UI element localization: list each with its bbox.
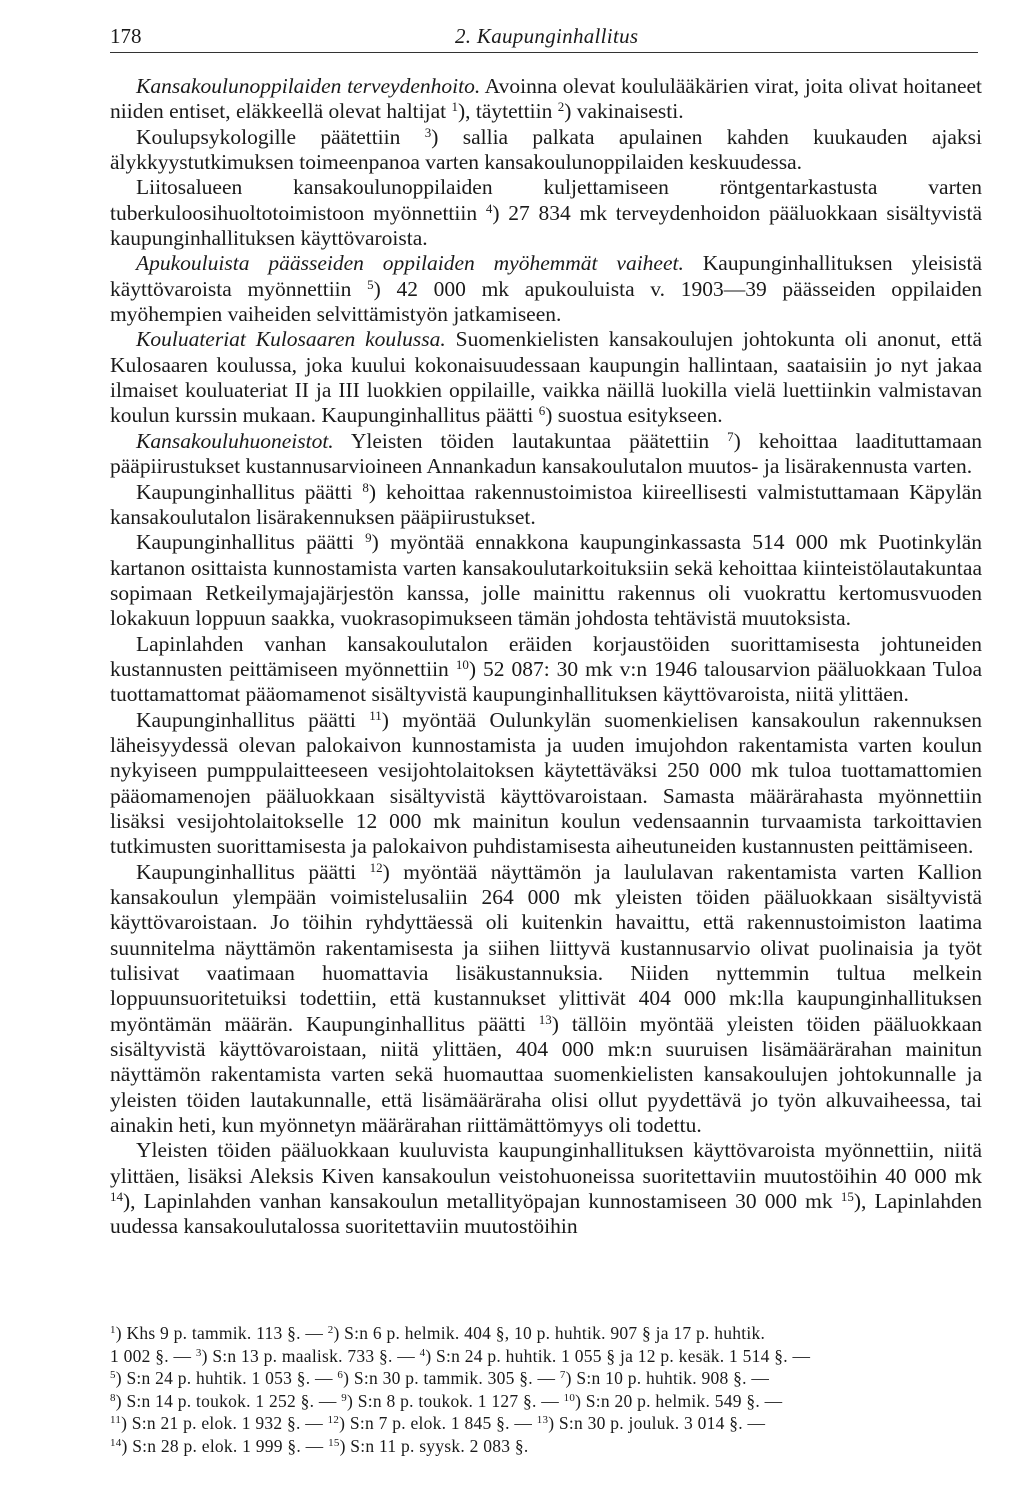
footnote-marker: 3 [424, 124, 432, 140]
text-run: ) S:n 7 p. elok. 1 845 §. — [339, 1413, 537, 1434]
text-run: ) S:n 10 p. huhtik. 908 §. — [565, 1368, 770, 1389]
text-run: ) suostua esitykseen. [545, 403, 723, 428]
text-run: ) vakinaisesti. [564, 99, 684, 124]
footnote-marker: 10 [455, 656, 469, 672]
paragraph [110, 860, 982, 1139]
footnote-marker: 6 [337, 1369, 344, 1382]
footnote-marker: 7 [559, 1369, 566, 1382]
footnote-marker: 13 [538, 1011, 552, 1027]
footnote-marker: 7 [727, 428, 734, 444]
footnote-line [110, 1412, 982, 1435]
text-run: ) S:n 8 p. toukok. 1 127 §. — [347, 1390, 564, 1411]
text-run: ) S:n 24 p. huhtik. 1 055 § ja 12 p. kesäk. 1 514 §. — [425, 1345, 811, 1366]
footnote-marker: 15 [328, 1436, 340, 1449]
footnote-marker: 8 [362, 479, 369, 495]
footnote-marker: 13 [536, 1414, 549, 1427]
text-run: ) S:n 6 p. helmik. 404 §, 10 p. huhtik. 907 § ja 17 p. huhtik. [333, 1323, 766, 1343]
header-rule [110, 52, 978, 53]
section-heading: Kouluateriat Kulosaaren koulussa. [136, 327, 446, 352]
text-run: Avoinna olevat koululääkärien virat, joita olivat hoitaneet niiden entiset, eläkkeellä olevat haltijat [110, 74, 983, 124]
text-run: ) S:n 14 p. toukok. 1 252 §. — [115, 1390, 342, 1411]
footnote-marker: 14 [110, 1189, 123, 1205]
footnote-line [110, 1345, 982, 1368]
footnote-marker: 5 [110, 1369, 116, 1382]
text-run: ) myöntää näyttämön ja laululavan rakentamista varten Kallion kansakoulun ylempään voimistelusaliin 264 000 mk yleisten töiden pääluokkaan sisältyvistä käyttövaroistaan. Jo töihin ryhdyttäessä oli kuitenkin havaittu, että rakennustoimiston laatima suunnitelma näyttämön rakentamisesta ja siihen liittyvä kustannusarvio olivat puolinaisia ja työt tulisivat vaatimaan huomattavia lisäkustannuksia. Niiden nyttemmin tultua melkein loppuunsuoritetuiksi todettiin, että kustannukset ylittivät 404 000 mk:lla kaupunginhallituksen myöntämän määrän. Kaupunginhallitus päätti [110, 859, 983, 1036]
paragraph [110, 125, 982, 176]
text-run: ), Lapinlahden uudessa kansakoulutalossa suoritettaviin muutostöihin [110, 1189, 982, 1239]
text-run: ) S:n 30 p. jouluk. 3 014 §. — [548, 1413, 766, 1434]
text-run: ) 27 834 mk terveydenhoidon pääluokkaan sisältyvistä kaupunginhallituksen käyttövaroista. [110, 200, 982, 251]
running-title: 2. Kaupunginhallitus [455, 24, 639, 48]
footnote-marker: 8 [110, 1391, 116, 1404]
text-run: Lapinlahden vanhan kansakoulutalon eräiden korjaustöiden suorittamisesta johtuneiden kustannusten peittämiseen myönnettiin [110, 631, 982, 681]
text-run: Kaupunginhallitus päätti [136, 707, 370, 732]
paragraph [110, 74, 982, 125]
footnote-marker: 11 [110, 1414, 122, 1427]
footnote-marker: 1 [110, 1324, 116, 1336]
text-run: Kaupunginhallituksen yleisistä käyttövaroista myönnettiin [110, 251, 982, 301]
footnote-marker: 12 [327, 1414, 340, 1427]
paragraph [110, 530, 982, 631]
text-run: 1 002 §. — [110, 1345, 196, 1366]
footnote-marker: 1 [451, 99, 458, 115]
footnote-line [110, 1322, 982, 1345]
page-number: 178 [110, 24, 142, 48]
text-run: Kaupunginhallitus päätti [136, 479, 363, 504]
paragraph [110, 251, 982, 327]
paragraph [110, 429, 982, 480]
text-run: Kaupunginhallitus päätti [136, 859, 370, 884]
text-run: Koulupsykologille päätettiin [136, 124, 425, 149]
footnote-marker: 9 [341, 1391, 348, 1404]
footnote-line [110, 1435, 982, 1458]
text-run: ) tällöin myöntää yleisten töiden pääluokkaan sisältyvistä käyttövaroistaan, niitä ylittäen, 404 000 mk:n suuruisen lisämäärärahan mainitun näyttämön rakentamista varten sekä huomauttaa suomenkielisten kansakoulujen johtokunnalle ja yleisten töiden lautakunnalle, että lisämääräraha olisi ollut pyydettävä jo työn alkuvaiheessa, tai ainakin heti, kun myönnetyn määrärahan riittämättömyys oli todettu. [110, 1011, 982, 1138]
text-run: Liitosalueen kansakoulunoppilaiden kuljettamiseen röntgentarkastusta varten tuberkuloosihuoltotoimistoon myönnettiin [110, 175, 982, 225]
text-run: ) S:n 13 p. maalisk. 733 §. — [201, 1345, 420, 1366]
text-run: ), Lapinlahden vanhan kansakoulun metallityöpajan kunnostamiseen 30 000 mk [123, 1189, 841, 1214]
text-run: Suomenkielisten kansakoulujen johtokunta oli anonut, että Kulosaaren koulussa, joka kuului kokonaisuudessaan kaupungin hallintaan, saataisiin jo nyt jakaa ilmaiset kouluateriat II ja III luokkien oppilaille, vaikka näillä luokilla vielä luettiinkin valmistavan koulun kurssin mukaan. Kaupunginhallitus päätti [110, 327, 982, 428]
footnote-marker: 5 [367, 276, 374, 292]
footnote-line [110, 1367, 982, 1390]
text-run: ), täytettiin [457, 99, 558, 124]
paragraph [110, 327, 982, 428]
text-run: Yleisten töiden pääluokkaan kuuluvista kaupunginhallituksen käyttövaroista myönnettiin, niitä ylittäen, lisäksi Aleksis Kiven kansakoulun veistohuoneissa suoritettaviin muutostöihin 40 000 mk [110, 1138, 982, 1188]
footnotes [110, 1322, 982, 1458]
footnote-line [110, 1390, 982, 1413]
page-header [110, 18, 980, 54]
footnote-marker: 9 [365, 530, 372, 546]
text-run: ) kehoittaa rakennustoimistoa kiireellisesti valmistuttamaan Käpylän kansakoulutalon lisärakennuksen pääpiirustukset. [110, 479, 983, 529]
text-run: ) S:n 30 p. tammik. 305 §. — [343, 1368, 560, 1389]
footnote-marker: 3 [195, 1346, 202, 1359]
text-run: ) S:n 28 p. elok. 1 999 §. — [121, 1435, 329, 1456]
text-run: ) sallia palkata apulainen kahden kuukauden ajaksi älykkyystutkimuksen toimeenpanoa varten kansakoulunoppilaiden keskuudessa. [110, 124, 982, 175]
text-run: ) S:n 24 p. huhtik. 1 053 §. — [115, 1368, 338, 1389]
footnote-marker: 10 [563, 1391, 576, 1404]
footnote-marker: 11 [369, 707, 382, 723]
text-run: ) Khs 9 p. tammik. 113 §. — [115, 1323, 328, 1343]
paragraph [110, 708, 982, 860]
footnote-marker: 2 [327, 1324, 334, 1336]
body-text [110, 74, 982, 1240]
section-heading: Kansakoulunoppilaiden terveydenhoito. [136, 74, 481, 98]
text-run: Yleisten töiden lautakuntaa päätettiin [333, 428, 728, 453]
text-run: ) S:n 21 p. elok. 1 932 §. — [121, 1413, 328, 1434]
section-heading: Kansakouluhuoneistot. [136, 428, 334, 453]
text-run: ) S:n 11 p. syysk. 2 083 §. [339, 1435, 529, 1456]
footnote-marker: 6 [538, 403, 546, 419]
paragraph [110, 175, 982, 251]
text-run: ) S:n 20 p. helmik. 549 §. — [575, 1390, 783, 1411]
footnote-marker: 4 [419, 1346, 426, 1359]
paragraph [110, 480, 982, 531]
paragraph [110, 1138, 982, 1239]
footnote-marker: 14 [110, 1436, 122, 1449]
paragraph [110, 632, 982, 708]
text-run: ) 52 087: 30 mk v:n 1946 talousarvion pääluokkaan Tuloa tuottamattomat pääomamenot sisältyvistä kaupunginhallituksen käyttövaroista, niitä ylittäen. [110, 656, 982, 707]
footnote-marker: 12 [369, 859, 383, 875]
text-run: Kaupunginhallitus päätti [136, 530, 366, 555]
section-heading: Apukouluista päässeiden oppilaiden myöhemmät vaiheet. [136, 251, 684, 276]
text-run: ) 42 000 mk apukouluista v. 1903—39 päässeiden oppilaiden myöhempien vaiheiden selvittämistyön jatkamiseen. [110, 276, 982, 327]
footnote-marker: 4 [485, 200, 493, 216]
footnote-marker: 15 [840, 1189, 854, 1205]
footnote-marker: 2 [557, 99, 565, 115]
text-run: ) myöntää Oulunkylän suomenkielisen kansakoulun rakennuksen läheisyydessä olevan palokaivon kunnostamista ja uuden imujohdon rakentamista varten koulun nykyiseen pumppulaitteeseen vesijohtolaitoksen käytettäväksi 250 000 mk tuloa tuottamattomien pääomamenojen pääluokkaan sisältyvistä käyttövaroistaan. Samasta määrärahasta myönnettiin lisäksi vesijohtolaitokselle 12 000 mk mainitun koulun vedensaannin turvaamista tarkoittavien tutkimusten suorittamisesta ja palokaivon puhdistamisesta aiheutuneiden kustannusten peittämiseen. [110, 707, 983, 859]
text-run: ) myöntää ennakkona kaupunginkassasta 514 000 mk Puotinkylän kartanon osittaista kunnostamista varten kansakoulutarkoituksiin sekä kehoittaa kiinteistölautakuntaa sopimaan Retkeilymajajärjestön kanssa, jolle mainittu rakennus oli vuokrattu kertomusvuoden lokakuun loppuun saakka, vuokrasopimukseen tämän johdosta tehtävistä muutoksista. [110, 530, 982, 631]
text-run: ) kehoittaa laadituttamaan pääpiirustukset kustannusarvioineen Annankadun kansakoulutalon muutos- ja lisärakennusta varten. [110, 428, 982, 479]
